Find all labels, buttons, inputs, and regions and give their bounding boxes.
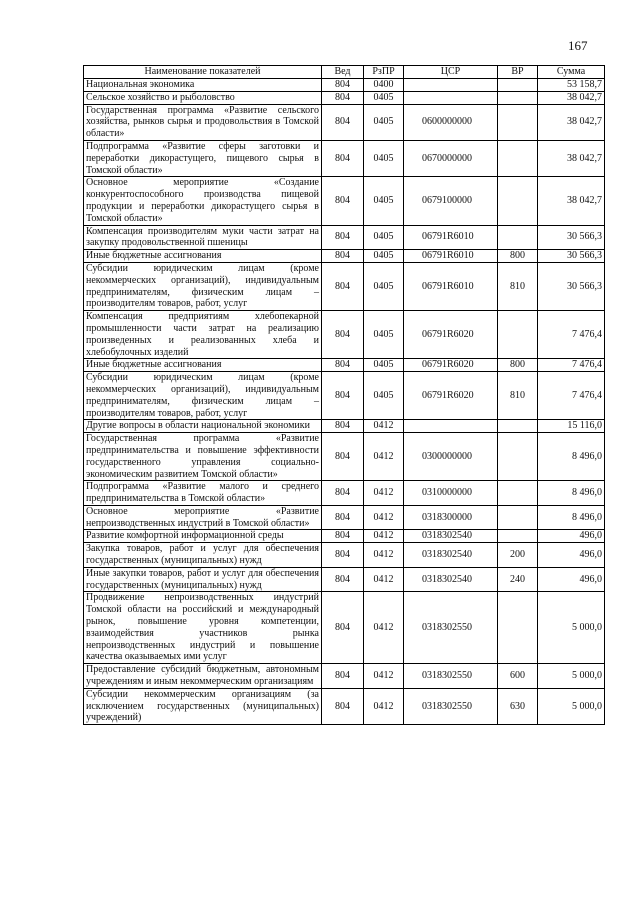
table-row: [84, 140, 605, 176]
cell-name: Компенсация производителям муки части затрат на закупку продовольственной пшеницы: [84, 225, 322, 250]
cell-vr: 600: [498, 664, 538, 689]
cell-ved: 804: [322, 543, 364, 568]
table-row: [84, 372, 605, 420]
cell-sum: 8 496,0: [538, 433, 605, 481]
table-row: [84, 359, 605, 372]
cell-csr: 0310000000: [404, 481, 498, 506]
cell-csr: 06791R6020: [404, 311, 498, 359]
cell-name: Национальная экономика: [84, 79, 322, 92]
table-row: [84, 177, 605, 225]
cell-rzpr: 0405: [364, 311, 404, 359]
cell-sum: 5 000,0: [538, 688, 605, 724]
cell-ved: 804: [322, 140, 364, 176]
cell-ved: 804: [322, 91, 364, 104]
cell-ved: 804: [322, 79, 364, 92]
cell-name: Компенсация предприятиям хлебопекарной промышленности части затрат на реализацию произведенных и реализованных хлеба и хлебобулочных изделий: [84, 311, 322, 359]
cell-rzpr: 0412: [364, 505, 404, 530]
cell-rzpr: 0405: [364, 262, 404, 310]
cell-csr: 0600000000: [404, 104, 498, 140]
cell-vr: [498, 104, 538, 140]
table-row: [84, 481, 605, 506]
cell-sum: 38 042,7: [538, 140, 605, 176]
header-csr: ЦСР: [404, 66, 498, 79]
cell-csr: 0318302550: [404, 688, 498, 724]
cell-csr: 0318302550: [404, 592, 498, 664]
cell-sum: 8 496,0: [538, 505, 605, 530]
cell-vr: [498, 530, 538, 543]
cell-csr: 0679100000: [404, 177, 498, 225]
cell-vr: 800: [498, 359, 538, 372]
cell-rzpr: 0405: [364, 177, 404, 225]
table-row: [84, 420, 605, 433]
cell-rzpr: 0405: [364, 250, 404, 263]
cell-csr: [404, 91, 498, 104]
cell-vr: [498, 505, 538, 530]
cell-vr: [498, 79, 538, 92]
cell-csr: [404, 79, 498, 92]
cell-name: Субсидии некоммерческим организациям (за исключением государственных (муниципальных) учреждений): [84, 688, 322, 724]
cell-vr: [498, 177, 538, 225]
cell-sum: 38 042,7: [538, 91, 605, 104]
cell-rzpr: 0405: [364, 359, 404, 372]
cell-name: Иные бюджетные ассигнования: [84, 250, 322, 263]
cell-ved: 804: [322, 311, 364, 359]
cell-name: Субсидии юридическим лицам (кроме некоммерческих организаций), индивидуальным предпринимателям, физическим лицам – производителям товаров, работ, услуг: [84, 262, 322, 310]
cell-name: Государственная программа «Развитие предпринимательства и повышение эффективности государственного управления социально-экономическим развитием Томской области»: [84, 433, 322, 481]
cell-name: Развитие комфортной информационной среды: [84, 530, 322, 543]
table-body: [84, 79, 605, 725]
table-row: [84, 505, 605, 530]
budget-table: [83, 65, 605, 725]
cell-vr: [498, 225, 538, 250]
cell-sum: 53 158,7: [538, 79, 605, 92]
cell-vr: [498, 481, 538, 506]
cell-ved: 804: [322, 104, 364, 140]
cell-csr: 0300000000: [404, 433, 498, 481]
table-row: [84, 688, 605, 724]
cell-name: Продвижение непроизводственных индустрий Томской области на российский и международный рынок, повышение уровня компетенции, взаимодействия участников рынка непроизводственных индустрий и повышение качества оказываемых ими услуг: [84, 592, 322, 664]
cell-sum: 30 566,3: [538, 262, 605, 310]
cell-name: Сельское хозяйство и рыболовство: [84, 91, 322, 104]
cell-rzpr: 0405: [364, 372, 404, 420]
cell-ved: 804: [322, 664, 364, 689]
cell-sum: 15 116,0: [538, 420, 605, 433]
cell-rzpr: 0400: [364, 79, 404, 92]
table-row: [84, 311, 605, 359]
cell-name: Основное мероприятие «Развитие непроизводственных индустрий в Томской области»: [84, 505, 322, 530]
cell-name: Закупка товаров, работ и услуг для обеспечения государственных (муниципальных) нужд: [84, 543, 322, 568]
cell-sum: 30 566,3: [538, 250, 605, 263]
cell-sum: 496,0: [538, 567, 605, 592]
cell-csr: 06791R6020: [404, 359, 498, 372]
cell-ved: 804: [322, 177, 364, 225]
cell-rzpr: 0405: [364, 91, 404, 104]
header-ved: Вед: [322, 66, 364, 79]
cell-sum: 5 000,0: [538, 592, 605, 664]
cell-vr: 800: [498, 250, 538, 263]
table-row: [84, 262, 605, 310]
table-row: [84, 250, 605, 263]
cell-ved: 804: [322, 225, 364, 250]
table-row: [84, 530, 605, 543]
cell-vr: [498, 420, 538, 433]
cell-csr: 0318300000: [404, 505, 498, 530]
page-number: 167: [568, 38, 588, 53]
table-row: [84, 543, 605, 568]
cell-sum: 496,0: [538, 530, 605, 543]
cell-ved: 804: [322, 372, 364, 420]
cell-ved: 804: [322, 567, 364, 592]
table-row: [84, 433, 605, 481]
cell-rzpr: 0412: [364, 481, 404, 506]
cell-ved: 804: [322, 530, 364, 543]
cell-csr: 06791R6010: [404, 262, 498, 310]
cell-name: Государственная программа «Развитие сельского хозяйства, рынков сырья и продовольствия в Томской области»: [84, 104, 322, 140]
cell-vr: 630: [498, 688, 538, 724]
cell-csr: 0318302540: [404, 530, 498, 543]
cell-csr: 0318302550: [404, 664, 498, 689]
table-row: [84, 104, 605, 140]
table-row: [84, 91, 605, 104]
cell-rzpr: 0412: [364, 530, 404, 543]
cell-vr: 200: [498, 543, 538, 568]
cell-rzpr: 0412: [364, 433, 404, 481]
cell-rzpr: 0405: [364, 225, 404, 250]
table-row: [84, 592, 605, 664]
cell-rzpr: 0412: [364, 567, 404, 592]
cell-csr: 06791R6020: [404, 372, 498, 420]
cell-name: Предоставление субсидий бюджетным, автономным учреждениям и иным некоммерческим организациям: [84, 664, 322, 689]
cell-ved: 804: [322, 505, 364, 530]
cell-ved: 804: [322, 420, 364, 433]
cell-sum: 5 000,0: [538, 664, 605, 689]
table-row: [84, 225, 605, 250]
cell-name: Подпрограмма «Развитие сферы заготовки и переработки дикорастущего, пищевого сырья в Томской области»: [84, 140, 322, 176]
cell-vr: 240: [498, 567, 538, 592]
cell-vr: [498, 311, 538, 359]
cell-sum: 38 042,7: [538, 177, 605, 225]
cell-ved: 804: [322, 688, 364, 724]
cell-rzpr: 0412: [364, 688, 404, 724]
cell-csr: 06791R6010: [404, 250, 498, 263]
cell-rzpr: 0412: [364, 664, 404, 689]
cell-vr: [498, 433, 538, 481]
cell-rzpr: 0412: [364, 592, 404, 664]
cell-name: Иные бюджетные ассигнования: [84, 359, 322, 372]
cell-ved: 804: [322, 481, 364, 506]
cell-csr: 0670000000: [404, 140, 498, 176]
table-row: [84, 79, 605, 92]
cell-rzpr: 0412: [364, 420, 404, 433]
header-sum: Сумма: [538, 66, 605, 79]
cell-vr: [498, 140, 538, 176]
table-header-row: [84, 66, 605, 79]
cell-ved: 804: [322, 250, 364, 263]
cell-name: Основное мероприятие «Создание конкурентоспособного производства пищевой продукции и переработки дикорастущего сырья в Томской области»: [84, 177, 322, 225]
cell-csr: 06791R6010: [404, 225, 498, 250]
table-row: [84, 567, 605, 592]
cell-sum: 8 496,0: [538, 481, 605, 506]
cell-vr: [498, 592, 538, 664]
cell-rzpr: 0405: [364, 140, 404, 176]
cell-vr: 810: [498, 262, 538, 310]
cell-ved: 804: [322, 359, 364, 372]
cell-name: Иные закупки товаров, работ и услуг для обеспечения государственных (муниципальных) нужд: [84, 567, 322, 592]
header-rzpr: РзПР: [364, 66, 404, 79]
cell-csr: [404, 420, 498, 433]
cell-sum: 38 042,7: [538, 104, 605, 140]
cell-ved: 804: [322, 433, 364, 481]
cell-name: Другие вопросы в области национальной экономики: [84, 420, 322, 433]
cell-name: Подпрограмма «Развитие малого и среднего предпринимательства в Томской области»: [84, 481, 322, 506]
cell-vr: 810: [498, 372, 538, 420]
cell-csr: 0318302540: [404, 543, 498, 568]
cell-ved: 804: [322, 262, 364, 310]
cell-sum: 496,0: [538, 543, 605, 568]
cell-sum: 7 476,4: [538, 311, 605, 359]
cell-sum: 7 476,4: [538, 372, 605, 420]
cell-rzpr: 0412: [364, 543, 404, 568]
cell-ved: 804: [322, 592, 364, 664]
header-vr: ВР: [498, 66, 538, 79]
cell-sum: 30 566,3: [538, 225, 605, 250]
cell-csr: 0318302540: [404, 567, 498, 592]
header-name: Наименование показателей: [84, 66, 322, 79]
cell-sum: 7 476,4: [538, 359, 605, 372]
cell-rzpr: 0405: [364, 104, 404, 140]
cell-name: Субсидии юридическим лицам (кроме некоммерческих организаций), индивидуальным предпринимателям, физическим лицам – производителям товаров, работ, услуг: [84, 372, 322, 420]
table-row: [84, 664, 605, 689]
cell-vr: [498, 91, 538, 104]
